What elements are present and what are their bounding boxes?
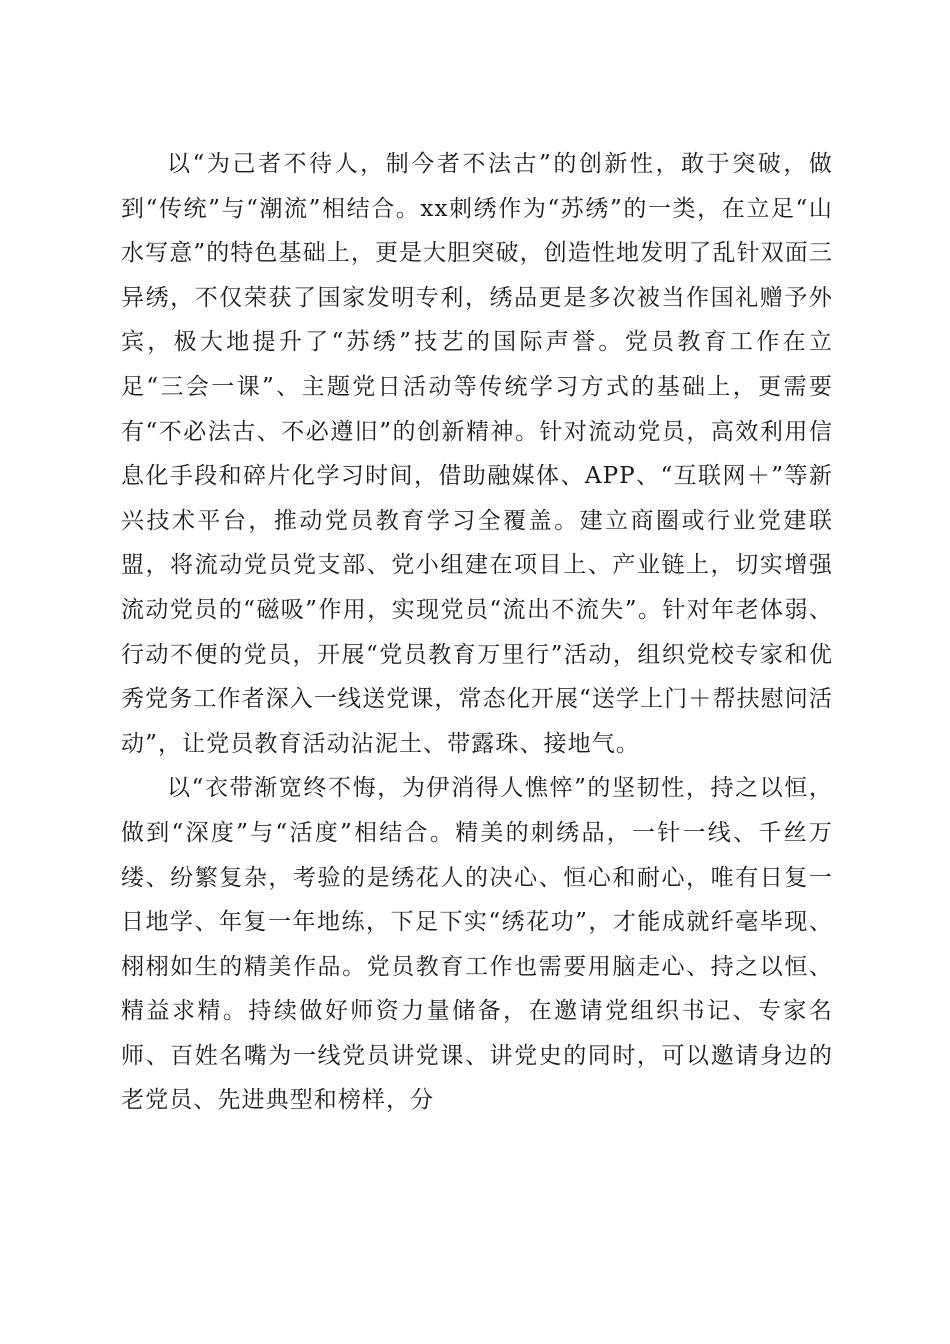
paragraph-perseverance: 以“衣带渐宽终不悔，为伊消得人憔悴”的坚韧性，持之以恒，做到“深度”与“活度”相结合。精美的刺绣品，一针一线、千丝万缕、纷繁复杂，考验的是绣花人的决心、恒心和耐心，唯有日复一日地学、年复一年地练，下足下实“绣花功”，才能成就纤毫毕现、栩栩如生的精美作品。党员教育工作也需要用脑走心、持之以恒、精益求精。持续做好师资力量储备，在邀请党组织书记、专家名师、百姓名嘴为一线党员讲党课、讲党史的同时，可以邀请身边的老党员、先进典型和榜样，分	[121, 775, 833, 1114]
paragraph-innovation: 以“为己者不待人，制今者不法古”的创新性，敢于突破，做到“传统”与“潮流”相结合。xx刺绣作为“苏绣”的一类，在立足“山水写意”的特色基础上，更是大胆突破，创造性地发明了乱针双面三异绣，不仅荣获了国家发明专利，绣品更是多次被当作国礼赠予外宾，极大地提升了“苏绣”技艺的国际声誉。党员教育工作在立足“三会一课”、主题党日活动等传统学习方式的基础上，更需要有“不必法古、不必遵旧”的创新精神。针对流动党员，高效利用信息化手段和碎片化学习时间，借助融媒体、APP、“互联网＋”等新兴技术平台，推动党员教育学习全覆盖。建立商圈或行业党建联盟，将流动党员党支部、党小组建在项目上、产业链上，切实增强流动党员的“磁吸”作用，实现党员“流出不流失”。针对年老体弱、行动不便的党员，开展“党员教育万里行”活动，组织党校专家和优秀党务工作者深入一线送党课，常态化开展“送学上门＋帮扶慰问活动”，让党员教育活动沾泥土、带露珠、接地气。	[121, 151, 833, 757]
document-body	[121, 142, 833, 1123]
